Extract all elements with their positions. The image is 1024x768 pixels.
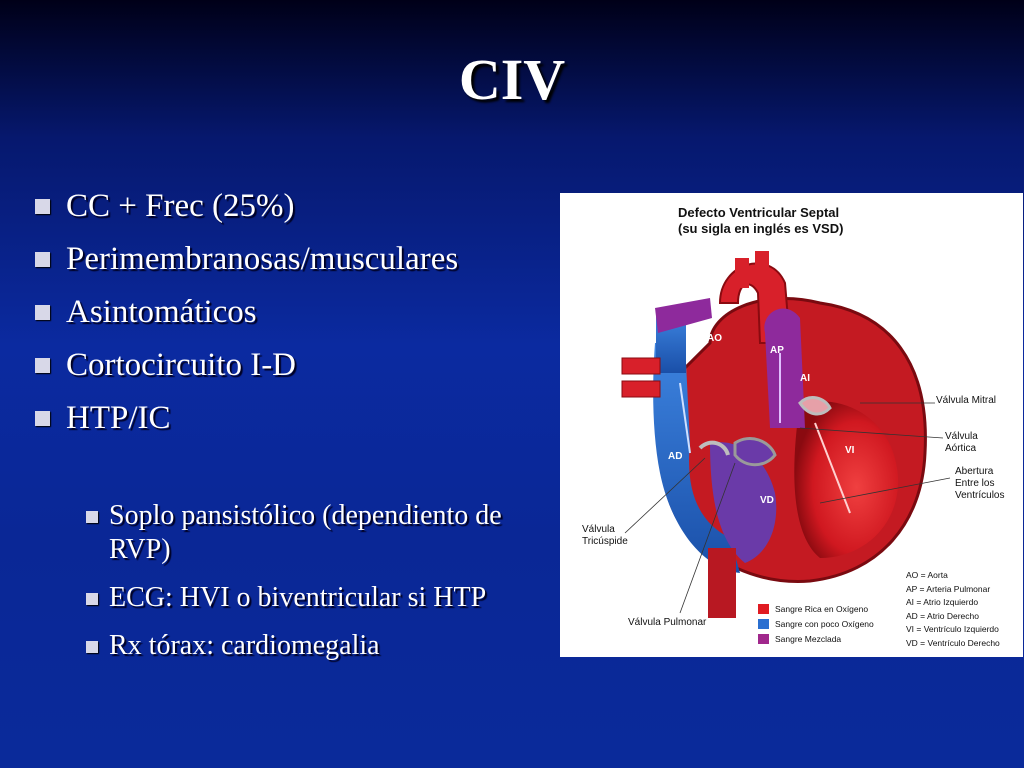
- sub-bullet-text: Soplo pansistólico (dependiento de RVP): [109, 500, 502, 565]
- sub-bullet-text: Rx tórax: cardiomegalia: [109, 630, 380, 661]
- bullet-item: [32, 292, 552, 345]
- legend-row: Sangre Mezclada: [758, 631, 874, 646]
- figure-title-line: Defecto Ventricular Septal: [678, 205, 840, 220]
- bullet-item: [32, 239, 552, 292]
- callout-tricuspide: Válvula Tricúspide: [582, 524, 628, 547]
- sub-bullet-item: [86, 629, 546, 663]
- chamber-label-vi: VI: [845, 445, 855, 456]
- pulmonary-vein: [622, 358, 660, 374]
- pulmonary-vein: [622, 381, 660, 397]
- heart-vsd-figure: [560, 193, 1023, 657]
- bullet-text: Asintomáticos: [66, 294, 257, 330]
- callout-aortica: Válvula Aórtica: [945, 431, 978, 454]
- sub-bullet-item: [86, 499, 546, 567]
- sub-bullet-item: [86, 581, 546, 615]
- bullet-text: Cortocircuito I-D: [66, 347, 297, 383]
- bullet-square-icon: [35, 199, 50, 214]
- chamber-label-ad: AD: [668, 451, 683, 462]
- bullet-item: [32, 345, 552, 398]
- sub-bullet-square-icon: [86, 641, 98, 653]
- abbreviation-list: AO = Aorta AP = Arteria Pulmonar AI = Atrio Izquierdo AD = Atrio Derecho VI = Ventrículo Izquierdo VD = Ventrículo Derecho: [906, 570, 1000, 648]
- callout-mitral: Válvula Mitral: [936, 395, 997, 406]
- bullet-text: CC + Frec (25%): [66, 188, 295, 224]
- chamber-label-ao: AO: [707, 333, 722, 344]
- callout-pulmonar: Válvula Pulmonar: [628, 617, 707, 628]
- chamber-label-ap: AP: [770, 345, 784, 356]
- legend-swatch: [758, 619, 769, 629]
- chamber-label-vd: VD: [760, 495, 774, 506]
- bullet-square-icon: [35, 305, 50, 320]
- bullet-square-icon: [35, 411, 50, 426]
- sub-bullet-list: [86, 499, 546, 677]
- inferior-vena-cava: [708, 548, 736, 618]
- pulmonary-artery: [764, 309, 805, 428]
- color-legend: [758, 601, 874, 646]
- bullet-square-icon: [35, 358, 50, 373]
- bullet-square-icon: [35, 252, 50, 267]
- sub-bullet-square-icon: [86, 511, 98, 523]
- figure-title: [678, 205, 928, 237]
- legend-swatch: [758, 604, 769, 614]
- legend-swatch: [758, 634, 769, 644]
- sub-bullet-square-icon: [86, 593, 98, 605]
- legend-row: Sangre Rica en Oxígeno: [758, 601, 874, 616]
- bullet-text: Perimembranosas/musculares: [66, 241, 459, 277]
- bullet-text: HTP/IC: [66, 400, 171, 436]
- aorta-branch: [755, 251, 769, 281]
- bullet-list: [32, 186, 552, 451]
- chamber-label-ai: AI: [800, 373, 810, 384]
- figure-subtitle-line: (su sigla en inglés es VSD): [678, 221, 844, 236]
- bullet-item: [32, 186, 552, 239]
- slide-title: CIV: [458, 47, 566, 112]
- legend-row: Sangre con poco Oxígeno: [758, 616, 874, 631]
- aorta-branch: [735, 258, 749, 288]
- callout-abertura: Abertura Entre los Ventrículos: [955, 466, 1005, 501]
- bullet-item: [32, 398, 552, 451]
- sub-bullet-text: ECG: HVI o biventricular si HTP: [109, 582, 487, 613]
